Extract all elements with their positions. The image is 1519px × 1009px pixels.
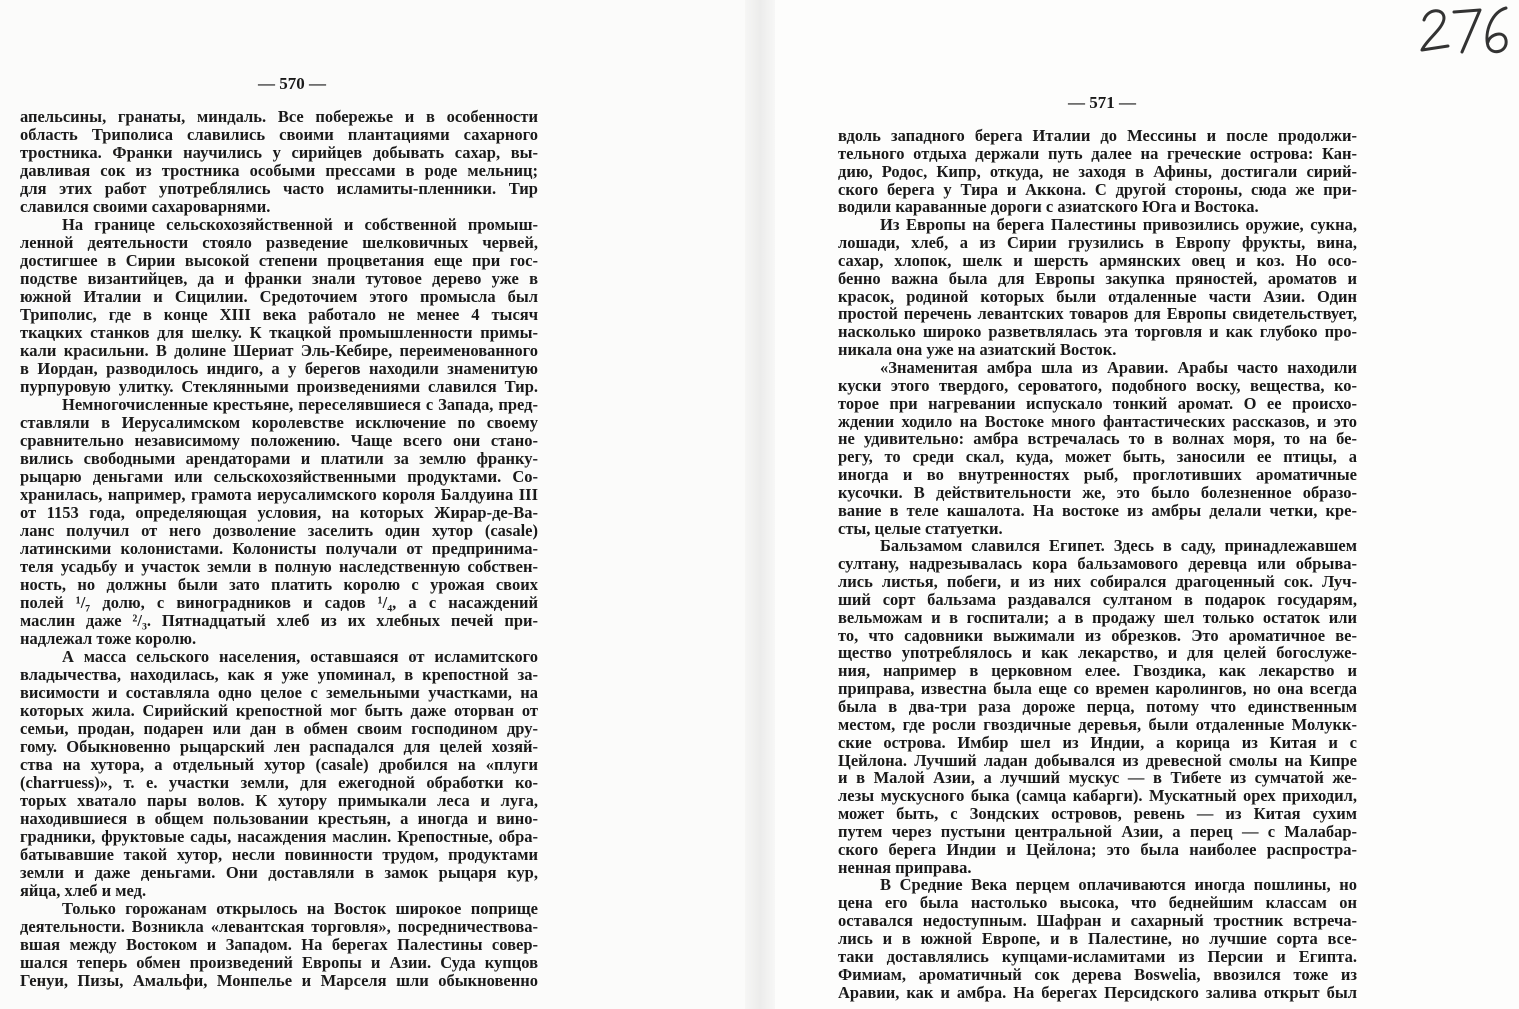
text-line: находившиеся в общем пользовании крестьян, а иногда и вино- <box>20 809 538 828</box>
text-line: (charruess)», т. е. участки земли, для ежегодной обработки ко- <box>20 773 538 792</box>
paragraph-first-line: Бальзамом славился Египет. Здесь в саду, принадлежавшем <box>880 536 1357 556</box>
text-line: султану, надрезывалась кора бальзамового деревца или обрыва- <box>838 554 1357 574</box>
text-line: ского берега у Тира и Аккона. С другой стороны, сюда же при- <box>838 179 1357 199</box>
text-line: вдоль западного берега Италии до Мессины и после продолжи- <box>838 126 1357 145</box>
text-line: лись и в южной Европе, и в Палестине, но лучшие сорта все- <box>838 928 1357 948</box>
text-line: Цейлона. Лучший ладан добывался из древесной смолы на Кипре <box>838 750 1357 770</box>
text-line: оставался недоступным. Шафран и сахарный тростник встреча- <box>838 911 1357 931</box>
text-line: которых жила. Сирийский крепостной мог быть даже оторван от <box>20 701 538 720</box>
text-line: батывавшие такой хутор, несли повинности трудом, продуктами <box>20 845 538 864</box>
text-line: теля усадьбу и участок земли в полную наследственную собствен- <box>20 557 538 576</box>
text-line: торых хватало пары волов. К хутору примыкали леса и луга, <box>20 791 538 810</box>
paragraph-first-line: Немногочисленные крестьяне, переселявшиеся с Запада, пред- <box>62 395 538 414</box>
text-line: ства на хутора, а отдельный хутор (casale) дробился на «плуги <box>20 755 538 774</box>
text-line: Триполис, где в конце XIII века работало не менее 4 тысяч <box>20 305 538 324</box>
text-line: кали красильни. В долине Шериат Эль-Кебире, переименованного <box>20 341 538 360</box>
text-line: сахар, хлопок, шелк и шерсть армянских овец и коз. Но осо- <box>838 250 1357 270</box>
text-line: лезы мускусного быка (самца кабарги). Мускатный орех приходил, <box>838 786 1357 806</box>
text-line: висимости и составляла одно целое с земельными участками, на <box>20 683 538 702</box>
text-line: дию, Родос, Кипр, откуда, не заходя в Афины, достигали сирий- <box>838 161 1357 181</box>
right-page-text <box>838 127 1357 1001</box>
text-line: ставляли в Иерусалимском королевстве исключение по своему <box>20 413 538 432</box>
text-line: тельного отдыха держали путь далее на греческие острова: Кан- <box>838 143 1357 163</box>
text-line: иногда и во внутренностях рыб, проглотивших ароматичные <box>838 465 1357 485</box>
paragraph-first-line: На границе сельскохозяйственной и собственной промыш- <box>62 215 538 234</box>
text-line: ший сорт бальзама раздавался султаном в подарок государям, <box>838 589 1357 609</box>
text-line: надлежал тоже королю. <box>20 629 197 648</box>
text-line: регу, то среди скал, куда, может быть, заносили ее птицы, а <box>838 447 1357 467</box>
text-line: была в два-три раза дороже перца, потому что единственным <box>838 697 1357 716</box>
text-line: вшая между Востоком и Западом. На берегах Палестины совер- <box>20 935 538 954</box>
text-line: лись листья, побеги, и из них собирался драгоценный сок. Луч- <box>838 572 1357 592</box>
text-line: бенно важна была для Европы закупка пряностей, ароматов и <box>838 268 1357 288</box>
text-line: Фимиам, ароматичный сок дерева Boswelia, ввозился тоже из <box>838 964 1357 984</box>
text-line: ность, но должны были зато платить королю с урожая своих <box>20 575 538 594</box>
book-gutter <box>745 0 775 1009</box>
text-line: подстве византийцев, да и франки знали тутовое дерево уже в <box>20 269 538 288</box>
text-line: сравнительно независимому положению. Чаще всего они стано- <box>20 431 538 450</box>
text-line: давливая сок из тростника особыми прессами в роде мельниц; <box>20 161 538 180</box>
text-line: Генуи, Пизы, Амальфи, Монпелье и Марселя шли обыкновенно <box>20 971 538 990</box>
text-line: не удивительно: амбра встречалась то в волнах моря, то на бе- <box>838 429 1357 449</box>
text-line: маслин даже ²/₃. Пятнадцатый хлеб из их хлебных печей при- <box>20 611 538 630</box>
text-line: от 1153 года, определяющая условия, на которых Жирар-де-Ва- <box>20 503 538 522</box>
text-line: ланс получил от него дозволение заселить один хутор (casale) <box>20 521 538 540</box>
text-line: ждении ходило на Востоке много фантастических рассказов, и это <box>838 411 1357 431</box>
text-line: вились свободными арендаторами и платили за землю франку- <box>20 449 538 468</box>
handwritten-archive-number <box>1418 2 1514 58</box>
text-line: пурпуровую улитку. Стеклянными произведениями славился Тир. <box>20 377 538 396</box>
text-line: простой перечень левантских товаров для Европы свидетельствует, <box>838 304 1357 324</box>
page-number-left: — 570 — <box>258 74 326 93</box>
text-line: торое при нагревании испускало тонкий аромат. О ее происхо- <box>838 393 1357 413</box>
text-line: цена его была настолько высока, что беднейшим классам он <box>838 893 1357 913</box>
text-line: рыцарю деньгами или сельскохозяйственными продуктами. Со- <box>20 467 538 486</box>
paragraph-first-line: Из Европы на берега Палестины привозились оружие, сукна, <box>880 215 1357 235</box>
text-line: апельсины, гранаты, миндаль. Все побережье и в особенности <box>20 107 538 126</box>
text-line: кусочки. В действительности же, это было болезненное образо- <box>838 482 1357 502</box>
text-line: Аравии, как и амбра. На берегах Персидского залива открыт был <box>838 982 1357 1002</box>
text-line: вельможам и в госпитали; а в продажу шел только остаток или <box>838 607 1357 627</box>
text-line: то, что садовники выжимали из обрезков. Это ароматичное ве- <box>838 625 1357 645</box>
text-line: и в Малой Азии, а лучший мускус — в Тибете из сумчатой же- <box>838 768 1357 788</box>
text-line: яйца, хлеб и мед. <box>20 881 147 900</box>
text-line: гому. Обыкновенно рыцарский лен распадался для целей хозяй- <box>20 737 538 756</box>
text-line: ния, например в церковном елее. Гвоздика, как лекарство и <box>838 661 1357 681</box>
text-line: латинскими колонистами. Колонисты получали от предпринима- <box>20 539 538 558</box>
text-line: ские острова. Имбир шел из Индии, а корица из Китая и с <box>838 732 1357 752</box>
text-line: область Триполиса славились своими плантациями сахарного <box>20 125 538 144</box>
text-line: полей ¹/₇ долю, с виноградников и садов ¹/₄, а с насаждений <box>20 593 538 612</box>
text-line: деятельности. Возникла «левантская торговля», посредничествова- <box>20 917 538 936</box>
page-number-right: — 571 — <box>1068 93 1136 112</box>
text-line: насколько широко разветвлялась эта торговля и как глубоко про- <box>838 322 1357 342</box>
text-line: куски этого твердого, сероватого, подобного воску, вещества, ко- <box>838 375 1357 395</box>
text-line: водили караванные дороги с азиатского Юга и Востока. <box>838 197 1259 217</box>
paragraph-first-line: А масса сельского населения, оставшаяся от исламитского <box>62 647 538 666</box>
text-line: путем через пустыни центральной Азии, а перец — с Малабар- <box>838 821 1357 841</box>
text-line: местом, где росли гвоздичные деревья, были отдаленные Молукк- <box>838 714 1357 734</box>
text-line: ского берега Индии и Цейлона; это была наиболее распростра- <box>838 839 1357 859</box>
text-line: владычества, находилась, как я уже упоминал, в крепостной за- <box>20 665 538 684</box>
text-line: красок, родиной которых были отдаленные части Азии. Один <box>838 286 1357 306</box>
text-line: вание в теле кашалота. На востоке из амбры делали четки, кре- <box>838 500 1357 520</box>
text-line: лошади, хлеб, а из Сирии грузились в Европу фрукты, вина, <box>838 233 1357 253</box>
text-line: для этих работ употреблялись часто исламиты-пленники. Тир <box>20 179 538 198</box>
text-line: ленной деятельности стояло разведение шелковичных червей, <box>20 233 538 252</box>
text-line: хранилась, например, грамота иерусалимского короля Балдуина III <box>20 485 538 504</box>
text-line: южной Италии и Сицилии. Средоточием этого промысла был <box>20 287 538 306</box>
text-line: земли и даже деньгами. Они доставляли в замок рыцаря кур, <box>20 863 538 882</box>
text-line: щество употреблялось и как лекарство, и для целей богослуже- <box>838 643 1357 663</box>
text-line: в Иордан, разводилось индиго, а у берегов находили знаменитую <box>20 359 538 378</box>
text-line: ненная приправа. <box>838 857 972 877</box>
text-line: приправа, известна была еще со времен каролингов, но она всегда <box>838 679 1357 699</box>
paragraph-first-line: Только горожанам открылось на Восток широкое поприще <box>62 899 538 918</box>
text-line: семьи, продан, подарен или дан в обмен своим господином дру- <box>20 719 538 738</box>
paragraph-first-line: В Средние Века перцем оплачиваются иногда пошлины, но <box>880 875 1357 895</box>
text-line: градники, фруктовые сады, насаждения маслин. Крепостные, обра- <box>20 827 538 846</box>
text-line: ткацких станков для шелку. К ткацкой промышленности примы- <box>20 323 538 342</box>
text-line: достигшее в Сирии высокой степени процветания еще при гос- <box>20 251 538 270</box>
text-line: может быть, с Зондских островов, ревень — из Китая сухим <box>838 804 1357 824</box>
text-line: славился своими сахароварнями. <box>20 197 271 216</box>
left-page-text <box>20 108 538 990</box>
paragraph-first-line: «Знаменитая амбра шла из Аравии. Арабы часто находили <box>880 357 1357 377</box>
text-line: никала она уже на азиатский Восток. <box>838 340 1117 360</box>
text-line: сты, целые статуетки. <box>838 518 1003 538</box>
text-line: шался теперь обмен произведений Европы и Азии. Суда купцов <box>20 953 538 972</box>
text-line: тростника. Франки научились у сирийцев добывать сахар, вы- <box>20 143 538 162</box>
text-line: таки доставлялись купцами-исламитами из Персии и Египта. <box>838 946 1357 966</box>
